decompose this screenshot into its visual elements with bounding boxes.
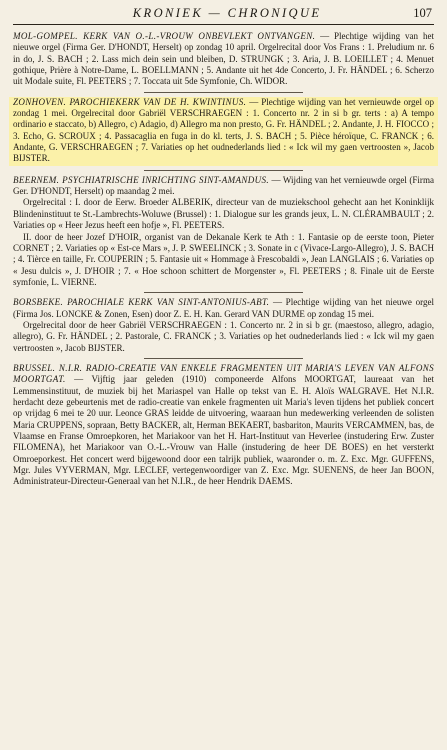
article-heading: MOL-GOMPEL. KERK VAN O.-L.-VROUW ONBEVLEKT ONTVANGEN. (13, 31, 316, 41)
article-paragraph: Orgelrecital : I. door de Eerw. Broeder ALBERIK, directeur van de muziekschool gehecht aan het Koninklijk Blindeninstituut te St.-Lambrechts-Woluwe (Brussel) : 1. Dialogue sur les grands jeux, L. N. CLÉRAMBAULT ; 2. Variaties op « Heer Jezus heeft een hofje », Fl. PEETERS. (13, 197, 434, 231)
article-text: — Plechtige wijding van het nieuwe orgel (Firma Jos. LONCKE & Zonen, Esen) door Z. E. H. Kan. Gerard VAN DURME op zondag 15 mei. (13, 297, 434, 319)
article-borsbeke (13, 297, 434, 354)
article-paragraph: II. door de heer Jozef D'HOIR, organist van de Dekanale Kerk te Ath : 1. Fantasie op de eerste toon, Pieter CORNET ; 2. Variaties op « Est-ce Mars », J. P. SWEELINCK ; 3. Sonate in c (Vivace-Largo-Allegro), J. S. BACH ; 4. Tièrce en taille, Fr. COUPERIN ; 5. Fantasie uit « Hommage à Frescobaldi », Jean LANGLAIS ; 6. Variaties op « Jesu dulcis », J. D'HOIR ; 7. « Hoe schoon schittert de Morgenster », Fl. PEETERS ; 8. Finale uit de Eerste symfonie, L. VIERNE. (13, 231, 434, 287)
article-heading: BRUSSEL. N.I.R. RADIO-CREATIE VAN ENKELE FRAGMENTEN UIT MARIA'S LEVEN VAN ALFONS MOORTGAT. (13, 362, 434, 385)
article-text: — Plechtige wijding van het vernieuwde orgel op zondag 1 mei. Orgelrecital door Gabriël VERSCHRAEGEN : 1. Concerto nr. 2 in si b gr. terts : a) A tempo ordinario e staccato, b) Allegro, c) Adagio, d) Allegro ma non presto, G. Fr. HÄNDEL ; 2. Andante, J. H. FIOCCO ; 3. Echo, G. SCROUX ; 4. Passacaglia en fuga in do kl. terts, J. S. BACH ; 5. Pièce héroïque, C. FRANCK ; 6. Andante, G. VERSCHRAEGEN ; 7. Variaties op het oudnederlands lied : « Ick wil my gaen vertroosten », Jacob BIJSTER. (13, 96, 434, 164)
page-header (13, 6, 434, 25)
article-heading: BEERNEM. PSYCHIATRISCHE INRICHTING SINT-AMANDUS. (13, 174, 269, 185)
article-zonhoven (9, 97, 438, 166)
section-divider (144, 292, 304, 293)
article-text: — Vijftig jaar geleden (1910) componeerde Alfons MOORTGAT, laureaat van het Lemmensinstituut, de muziek bij het Mariaspel van Halle op tekst van E. H. Aloïs WALGRAVE. Het N.I.R. herdacht deze gebeurtenis met de radio-creatie van enkele fragmenten uit Maria's leven tijdens het publiek concert op vrijdag 6 mei te 20 uur. Leonce GRAS leidde de uitvoering, waaraan hun medewerking verleenden de solisten Maria CRUPPENS, sopraan, Betty BACKER, alt, Herman BEKAERT, basbariton, Maurits VERCAMMEN, bas, de Vlaamse en Franse Omroepkoren, het Mariakoor van het H. Hart-Instituut van Heverlee (instudering Erw. Zuster FILOMENA), het Mariakoor van O.-L.-Vrouw van Halle (instudering de heer DE BOES) en het versterkt Omroeporkest. Het concert werd bijgewoond door een talrijk publiek, waaronder o. m. Z. Exc. Mgr. GUFFENS, Mgr. Jules VYVERMAN, Mgr. LECLEF, vertegenwoordiger van Z. Exc. Mgr. SUENENS, de heer Jan BOON, Administrateur-Directeur-Generaal van het N.I.R., de heer Hendrik DAEMS. (13, 374, 435, 487)
section-divider (144, 358, 304, 359)
article-paragraph: Orgelrecital door de heer Gabriël VERSCHRAEGEN : 1. Concerto nr. 2 in si b gr. (maestoso, allegro, adagio, allegro), G. Fr. HÄNDEL ; 2. Pastorale, C. FRANCK ; 3. Variaties op het oudnederlands lied : « Ick wil my gaen vertroosten », Jacob BIJSTER. (13, 319, 434, 353)
article-heading: ZONHOVEN. PAROCHIEKERK VAN DE H. KWINTINUS. (13, 96, 247, 107)
article-mol-gompel (13, 31, 434, 88)
running-title: KRONIEK — CHRONIQUE (132, 6, 322, 20)
article-brussel (13, 363, 434, 488)
article-heading: BORSBEKE. PAROCHIALE KERK VAN SINT-ANTONIUS-ABT. (13, 297, 270, 308)
page-number: 107 (413, 6, 432, 20)
article-text: — Wijding van het vernieuwde orgel (Firma Ger. D'HONDT, Herselt) op maandag 2 mei. (13, 174, 434, 197)
section-divider (144, 170, 304, 171)
section-divider (144, 92, 304, 93)
article-beernem (13, 175, 434, 288)
article-text: — Plechtige wijding van het nieuwe orgel (Firma Ger. D'HONDT, Herselt) op zondag 10 april. Orgelrecital door Vos Frans : 1. Preludium nr. 6 in do, J. S. BACH ; 2. Lass mich dein sein und bleiben, D. STRUNGK ; 3. Aria, J. B. LOEILLET ; 4. Menuet gothique, Prière à Notre-Dame, L. BOELLMANN ; 5. Andante uit het 4de Concerto, J. Fr. HÄNDEL ; 6. Scherzo uit Modale suite, Fl. PEETERS ; 7. Toccata uit 5de Symfonie, Ch. WIDOR. (13, 31, 434, 87)
